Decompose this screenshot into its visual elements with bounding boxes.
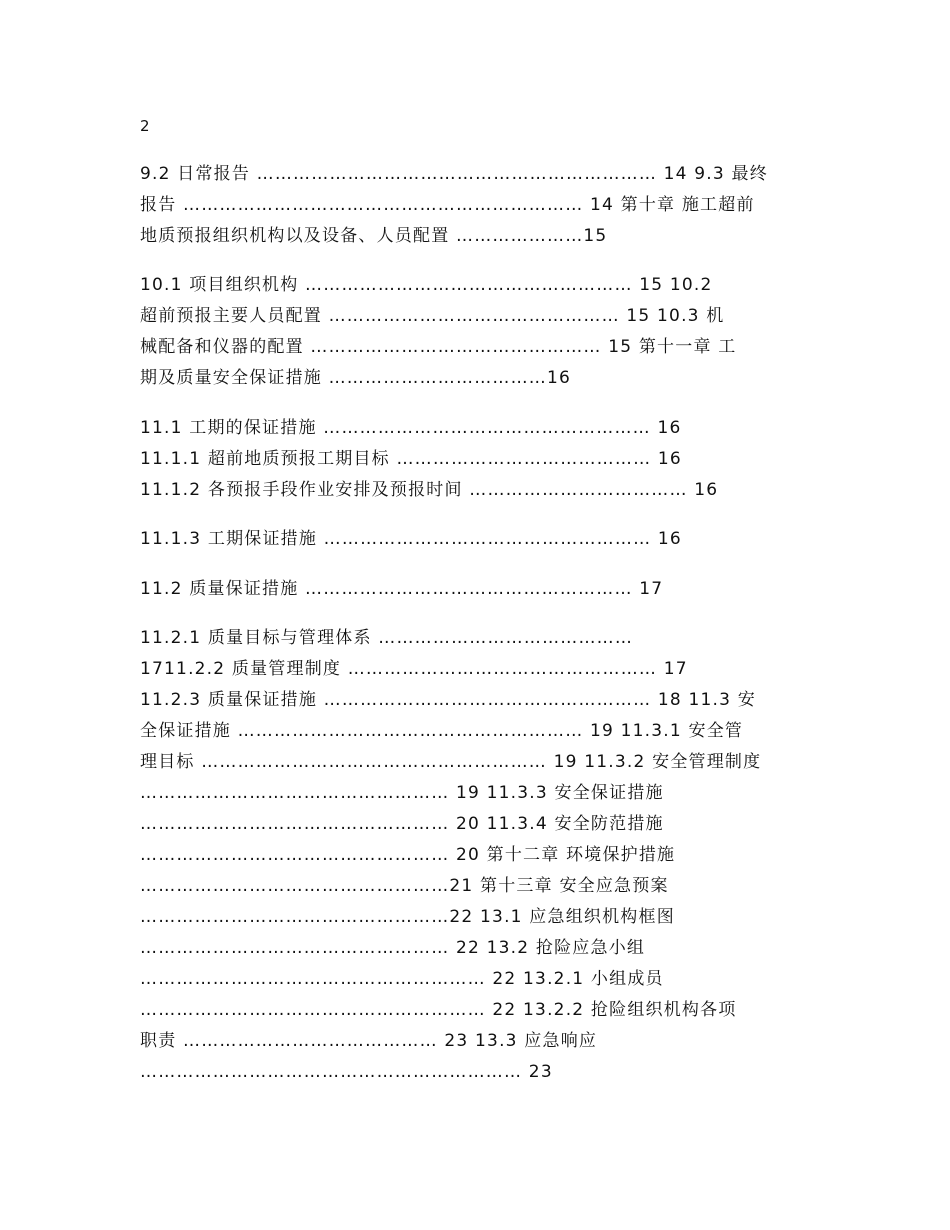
toc-line: 超前预报主要人员配置 ………………………………………… 15 10.3 机 bbox=[140, 306, 725, 326]
document-page bbox=[140, 0, 820, 1230]
toc-line: …………………………………………… 22 13.2 抢险应急小组 bbox=[140, 938, 646, 958]
toc-line: 理目标 ………………………………………………… 19 11.3.2 安全管理制度 bbox=[140, 752, 762, 772]
toc-line: 械配备和仪器的配置 ………………………………………… 15 第十一章 工 bbox=[140, 337, 737, 357]
toc-line: ……………………………………………22 13.1 应急组织机构框图 bbox=[140, 907, 675, 927]
toc-line: ……………………………………………………… 23 bbox=[140, 1062, 553, 1082]
toc-line: 11.1 工期的保证措施 ……………………………………………… 16 bbox=[140, 418, 682, 438]
toc-line: 1711.2.2 质量管理制度 …………………………………………… 17 bbox=[140, 659, 688, 679]
page-number: 2 bbox=[140, 117, 150, 135]
toc-line: …………………………………………… 20 第十二章 环境保护措施 bbox=[140, 845, 676, 865]
toc-line: 10.1 项目组织机构 ……………………………………………… 15 10.2 bbox=[140, 275, 713, 295]
toc-line: 全保证措施 ………………………………………………… 19 11.3.1 安全管 bbox=[140, 721, 744, 741]
toc-line: 11.1.1 超前地质预报工期目标 …………………………………… 16 bbox=[140, 449, 682, 469]
toc-line: 11.2 质量保证措施 ……………………………………………… 17 bbox=[140, 579, 664, 599]
toc-line: 11.1.3 工期保证措施 ……………………………………………… 16 bbox=[140, 529, 682, 549]
toc-line: ………………………………………………… 22 13.2.1 小组成员 bbox=[140, 969, 664, 989]
toc-line: 11.2.1 质量目标与管理体系 …………………………………… bbox=[140, 628, 634, 648]
toc-line: 11.1.2 各预报手段作业安排及预报时间 ……………………………… 16 bbox=[140, 480, 719, 500]
toc-line: 11.2.3 质量保证措施 ……………………………………………… 18 11.3 安 bbox=[140, 690, 756, 710]
toc-line: 期及质量安全保证措施 ………………………………16 bbox=[140, 368, 572, 388]
toc-line: ……………………………………………21 第十三章 安全应急预案 bbox=[140, 876, 669, 896]
toc-line: …………………………………………… 20 11.3.4 安全防范措施 bbox=[140, 814, 664, 834]
toc-line: ………………………………………………… 22 13.2.2 抢险组织机构各项 bbox=[140, 1000, 737, 1020]
toc-line: 报告 ………………………………………………………… 14 第十章 施工超前 bbox=[140, 195, 755, 215]
toc-line: 职责 …………………………………… 23 13.3 应急响应 bbox=[140, 1031, 598, 1051]
toc-line: …………………………………………… 19 11.3.3 安全保证措施 bbox=[140, 783, 664, 803]
toc-line: 地质预报组织机构以及设备、人员配置 …………………15 bbox=[140, 226, 608, 246]
toc-line: 9.2 日常报告 ………………………………………………………… 14 9.3 最终 bbox=[140, 164, 768, 184]
